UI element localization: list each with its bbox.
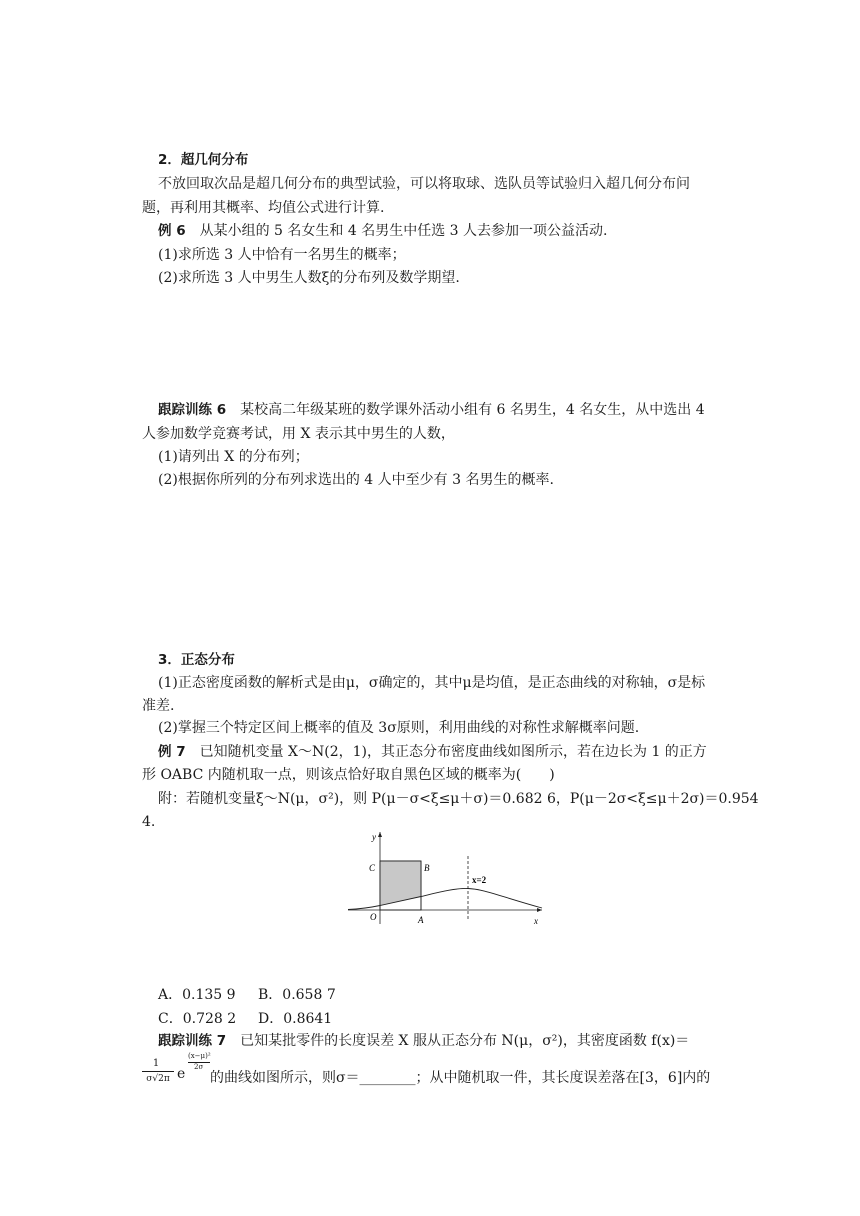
y-axis-arrow	[378, 832, 382, 837]
example-7	[158, 742, 707, 762]
density-formula	[140, 1054, 210, 1094]
note-line-2: 4.	[142, 814, 156, 830]
training-7-line-2: 的曲线如图所示，则σ＝________；从中随机取一件，其长度误差落在[3，6]内的	[210, 1070, 711, 1086]
training-6-label: 跟踪训练 6	[158, 402, 227, 418]
formula-fraction-numerator: 1	[152, 1058, 160, 1069]
formula-exp-base: e	[177, 1066, 186, 1082]
choice-b: B．0.658 7	[258, 987, 336, 1003]
label-o: O	[370, 912, 377, 922]
training-6-line-2: 人参加数学竞赛考试，用 X 表示其中男生的人数，	[142, 426, 455, 442]
label-x-equals-2: x=2	[472, 875, 487, 885]
section-3-heading: 3．正态分布	[158, 652, 235, 668]
formula-fraction-denominator: σ√2π	[146, 1074, 170, 1084]
section-2-intro-line-2: 题，再利用其概率、均值公式进行计算.	[142, 200, 385, 216]
section-2-heading: 2．超几何分布	[158, 152, 249, 168]
formula-exp-numerator: (x−μ)²	[188, 1052, 211, 1060]
section-2-intro-line-1: 不放回取次品是超几何分布的典型试验，可以将取球、选队员等试验归入超几何分布问	[158, 176, 690, 192]
example-7-label: 例 7	[158, 744, 186, 760]
choice-d: D．0.8641	[258, 1011, 333, 1027]
training-6-question-1: (1)请列出 X 的分布列；	[158, 449, 309, 465]
example-6-question-2: (2)求所选 3 人中男生人数ξ的分布列及数学期望.	[158, 270, 460, 286]
choice-a: A．0.135 9	[158, 987, 236, 1003]
section-3-point-1-a: (1)正态密度函数的解析式是由μ，σ确定的，其中μ是均值，是正态曲线的对称轴，σ是标	[158, 675, 706, 691]
formula-fraction-bar	[142, 1071, 174, 1072]
formula-exp-denominator: 2σ	[194, 1063, 204, 1071]
label-a: A	[418, 915, 424, 925]
label-b: B	[424, 863, 430, 873]
normal-curve-figure	[344, 828, 544, 926]
label-c: C	[369, 863, 376, 873]
example-6-text: 从某小组的 5 名女生和 4 名男生中任选 3 人去参加一项公益活动.	[199, 223, 608, 239]
training-6	[158, 400, 705, 420]
example-6-label: 例 6	[158, 223, 186, 239]
training-6-line-1: 某校高二年级某班的数学课外活动小组有 6 名男生，4 名女生，从中选出 4	[240, 402, 705, 418]
choice-c: C．0.728 2	[158, 1011, 237, 1027]
label-y: y	[372, 832, 376, 842]
label-x: x	[534, 916, 538, 926]
section-3-point-2: (2)掌握三个特定区间上概率的值及 3σ原则，利用曲线的对称性求解概率问题.	[158, 720, 640, 736]
example-7-line-1: 已知随机变量 X～N(2，1)，其正态分布密度曲线如图所示，若在边长为 1 的正方	[199, 744, 707, 760]
training-7	[158, 1031, 689, 1051]
section-3-point-1-b: 准差.	[142, 698, 175, 714]
normal-curve	[348, 888, 542, 909]
training-6-question-2: (2)根据你所列的分布列求选出的 4 人中至少有 3 名男生的概率.	[158, 472, 554, 488]
training-7-line-1: 已知某批零件的长度误差 X 服从正态分布 N(μ，σ²)，其密度函数 f(x)＝	[240, 1033, 690, 1049]
training-7-label: 跟踪训练 7	[158, 1033, 227, 1049]
shaded-region	[380, 861, 421, 906]
example-7-line-2: 形 OABC 内随机取一点，则该点恰好取自黑色区域的概率为( )	[142, 767, 555, 783]
x-axis-arrow	[537, 908, 542, 912]
example-6	[158, 221, 607, 241]
note-line-1: 附：若随机变量ξ～N(μ，σ²)，则 P(μ－σ<ξ≤μ＋σ)＝0.682 6，P(μ－2σ<ξ≤μ＋2σ)＝0.954	[158, 791, 759, 807]
example-6-question-1: (1)求所选 3 人中恰有一名男生的概率；	[158, 247, 406, 263]
